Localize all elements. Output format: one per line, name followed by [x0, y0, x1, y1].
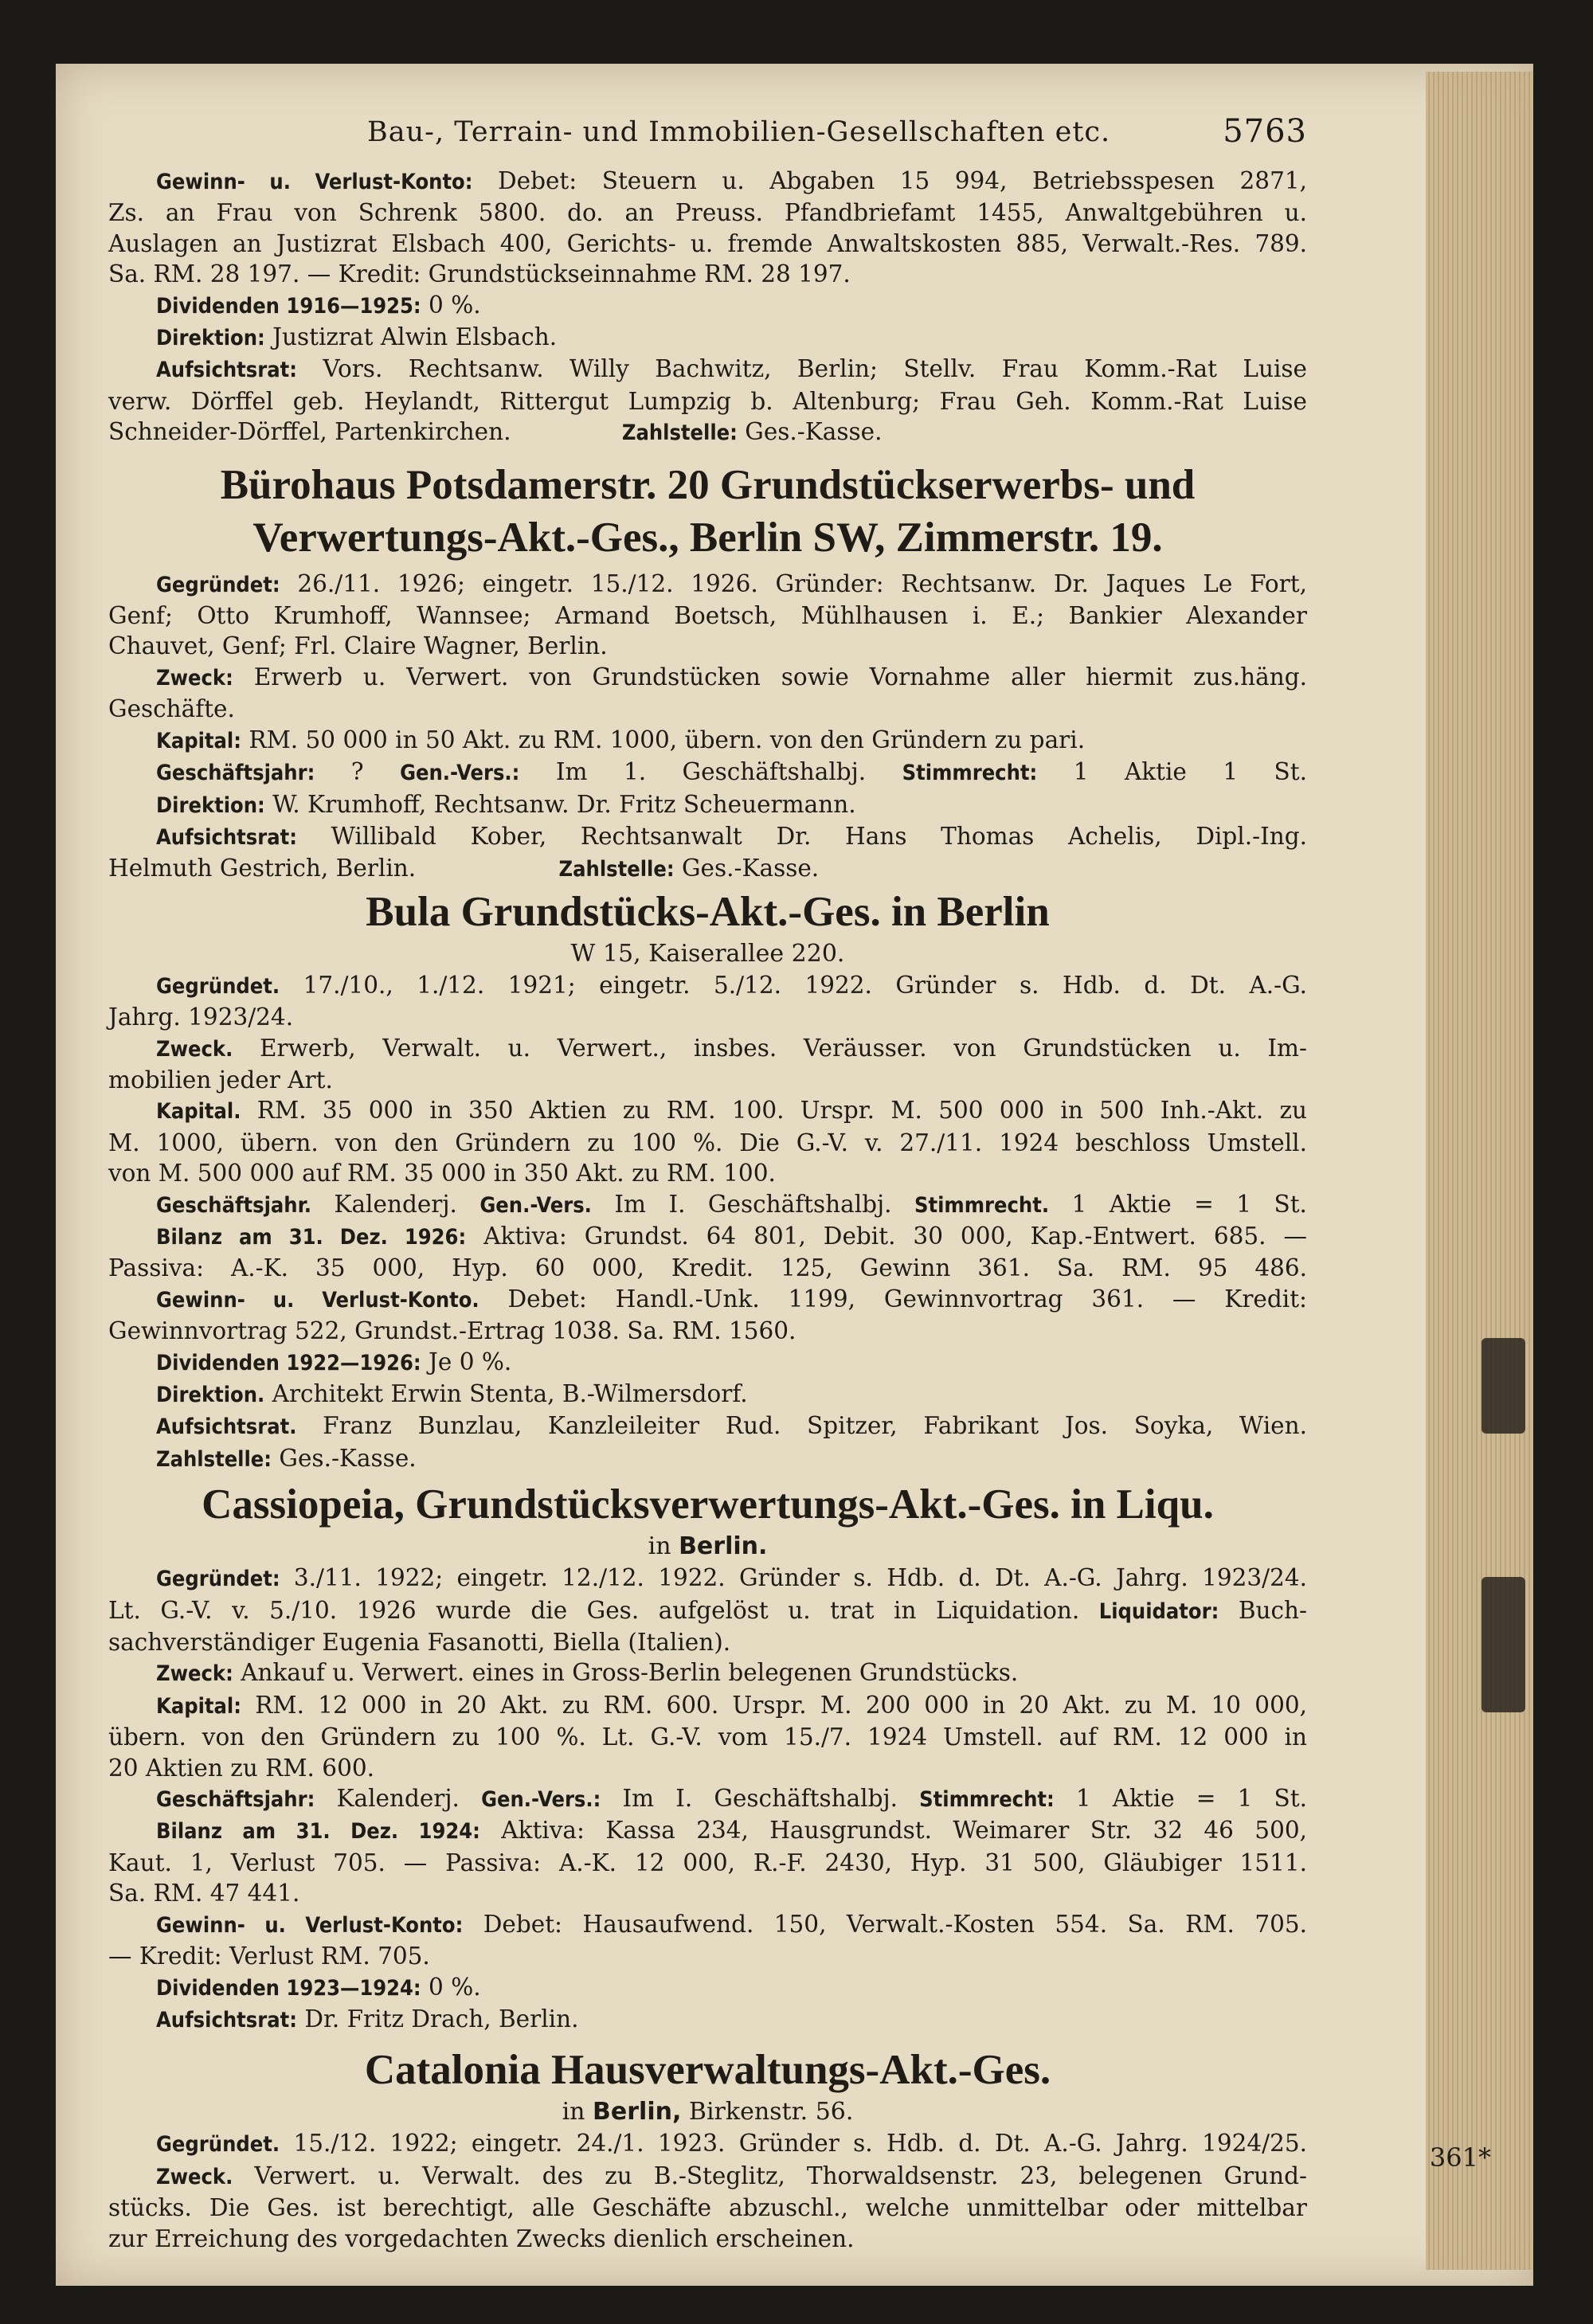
text-line: Aktiva: Grundst. 64 801, Debit. 30 000, Kap.-Entwert. 685. — [483, 1222, 1307, 1250]
text-line: mobilien jeder Art. [108, 1066, 333, 1094]
text-line: Je 0 %. [429, 1348, 512, 1375]
text-column [108, 110, 1307, 2254]
text-line: Debet: Hausaufwend. 150, Verwalt.-Kosten 554. Sa. RM. 705. [483, 1910, 1308, 1938]
text-line: 26./11. 1926; eingetr. 15./12. 1926. Gründer: Rechtsanw. Dr. Jaques Le Fort, [297, 569, 1307, 597]
text-line: 17./10., 1./12. 1921; eingetr. 5./12. 1922. Gründer s. Hdb. d. Dt. A.-G. [303, 971, 1307, 999]
text-line: ? [350, 758, 364, 786]
field-label: Kapital: [156, 1693, 241, 1719]
running-head-title: Bau-, Terrain- und Immobilien-Gesellschaften etc. [367, 116, 1111, 148]
company-entry-bula [108, 886, 1307, 1476]
text-line: sachverständiger Eugenia Fasanotti, Biella (Italien). [108, 1629, 731, 1657]
field-label: Gen.-Vers.: [400, 761, 520, 786]
field-label: Gen.-Vers.: [481, 1787, 601, 1813]
book-page-edges [1426, 72, 1533, 2270]
text-line: übern. von den Gründern zu 100 %. Lt. G.-V. vom 15./7. 1924 Umstell. auf RM. 12 000 in [108, 1723, 1307, 1751]
field-label: Gen.-Vers. [479, 1192, 592, 1218]
text-line: Aktiva: Kassa 234, Hausgrundst. Weimarer Str. 32 46 500, [501, 1817, 1307, 1845]
text-line: Zs. an Frau von Schrenk 5800. do. an Preuss. Pfandbriefamt 1455, Anwaltgebühren u. [108, 199, 1307, 227]
field-label: Aufsichtsrat. [156, 1414, 297, 1440]
company-title: Bürohaus Potsdamerstr. 20 Grundstückserwerbs- und [220, 461, 1196, 508]
text-line: Verwert. u. Verwalt. des zu B.-Steglitz, Thorwaldsenstr. 23, belegenen Grund- [254, 2162, 1307, 2189]
text-line: Im I. Geschäftshalbj. [614, 1190, 892, 1218]
field-label: Zweck. [156, 1036, 233, 1062]
text-line: Ges.-Kasse. [745, 418, 883, 446]
text-line: Helmuth Gestrich, Berlin. [108, 855, 417, 882]
text-line: Schneider-Dörffel, Partenkirchen. [108, 418, 511, 446]
field-label: Stimmrecht: [919, 1787, 1055, 1813]
field-label: Aufsichtsrat: [156, 824, 297, 850]
text-line: Auslagen an Justizrat Elsbach 400, Gerichts- u. fremde Anwaltskosten 885, Verwalt.-Res. 789. [108, 229, 1307, 257]
field-label: Gegründet: [156, 1567, 280, 1592]
field-label: Zweck. [156, 2164, 233, 2189]
text-line: Erwerb u. Verwert. von Grundstücken sowie Vornahme aller hiermit zus.häng. [253, 663, 1307, 691]
company-title: Verwertungs-Akt.-Ges., Berlin SW, Zimmerstr. 19. [252, 514, 1163, 561]
text-line: RM. 35 000 in 350 Aktien zu RM. 100. Urspr. M. 500 000 in 500 Inh.-Akt. zu [256, 1097, 1307, 1125]
running-head [108, 110, 1307, 166]
field-label: Stimmrecht. [914, 1192, 1050, 1218]
sheet-signature-mark: 361* [1429, 2142, 1491, 2173]
field-label: Zweck: [156, 665, 233, 691]
page-number: 5763 [1223, 113, 1307, 150]
field-label: Dividenden 1916—1925: [156, 293, 421, 319]
field-label: Geschäftsjahr: [156, 1787, 315, 1813]
text-line: in [562, 2098, 585, 2126]
field-label: Stimmrecht: [902, 761, 1038, 786]
company-entry-catalonia [108, 2044, 1307, 2254]
text-line: 20 Aktien zu RM. 600. [108, 1754, 374, 1782]
text-line: 1 Aktie 1 St. [1073, 758, 1308, 786]
text-line: Buch- [1238, 1596, 1307, 1624]
text-line: Willibald Kober, Rechtsanwalt Dr. Hans Thomas Achelis, Dipl.-Ing. [331, 822, 1307, 850]
field-label: Gewinn- u. Verlust-Konto. [156, 1287, 479, 1313]
text-line: in [648, 1532, 671, 1561]
text-line: Ges.-Kasse. [279, 1444, 417, 1472]
text-line: zur Erreichung des vorgedachten Zwecks dienlich erscheinen. [108, 2224, 855, 2252]
text-line: Im 1. Geschäftshalbj. [555, 758, 867, 786]
field-label: Zahlstelle: [558, 857, 675, 882]
company-entry-buerohaus [108, 459, 1307, 886]
text-line: Gewinnvortrag 522, Grundst.-Ertrag 1038. Sa. RM. 1560. [108, 1317, 796, 1345]
text-line: Erwerb, Verwalt. u. Verwert., insbes. Veräusser. von Grundstücken u. Im- [259, 1034, 1307, 1062]
text-line: stücks. Die Ges. ist berechtigt, alle Geschäfte abzuschl., welche unmittelbar oder mittelbar [108, 2194, 1307, 2222]
text-line: W. Krumhoff, Rechtsanw. Dr. Fritz Scheuermann. [272, 790, 856, 818]
field-label: Kapital: [156, 728, 241, 753]
company-address: W 15, Kaiserallee 220. [570, 939, 845, 968]
field-label: Gegründet. [156, 2132, 280, 2158]
field-label: Direktion. [156, 1383, 265, 1407]
text-line: Dr. Fritz Drach, Berlin. [304, 2005, 579, 2033]
text-line: Sa. RM. 47 441. [108, 1880, 300, 1907]
text-line: verw. Dörffel geb. Heylandt, Rittergut Lumpzig b. Altenburg; Frau Geh. Komm.-Rat Luise [108, 387, 1307, 415]
field-label: Gegründet: [156, 572, 280, 597]
text-line: Vors. Rechtsanw. Willy Bachwitz, Berlin; Stellv. Frau Komm.-Rat Luise [323, 355, 1307, 383]
city-name: Berlin, [593, 2098, 682, 2126]
text-line: Im I. Geschäftshalbj. [622, 1785, 898, 1813]
text-line: Kalenderj. [334, 1190, 457, 1218]
company-title: Catalonia Hausverwaltungs-Akt.-Ges. [364, 2047, 1051, 2094]
city-name: Berlin. [679, 1532, 768, 1561]
text-line: Ges.-Kasse. [681, 855, 820, 882]
thumb-index-mark [1481, 1338, 1525, 1434]
field-label: Gewinn- u. Verlust-Konto: [156, 170, 473, 194]
text-line: 15./12. 1922; eingetr. 24./1. 1923. Gründer s. Hdb. d. Dt. A.-G. Jahrg. 1924/25. [293, 2130, 1307, 2158]
text-line: Lt. G.-V. v. 5./10. 1926 wurde die Ges. aufgelöst u. trat in Liquidation. [108, 1596, 1080, 1624]
text-line: Justizrat Alwin Elsbach. [272, 323, 558, 351]
text-line: 1 Aktie = 1 St. [1075, 1785, 1307, 1813]
text-line: Debet: Steuern u. Abgaben 15 994, Betriebsspesen 2871, [497, 167, 1307, 194]
text-line: Sa. RM. 28 197. — Kredit: Grundstückseinnahme RM. 28 197. [108, 260, 851, 288]
text-line: von M. 500 000 auf RM. 35 000 in 350 Akt. zu RM. 100. [108, 1160, 776, 1187]
text-line: Architekt Erwin Stenta, B.-Wilmersdorf. [272, 1380, 748, 1407]
text-line: 0 %. [429, 291, 481, 319]
field-label: Liquidator: [1098, 1598, 1219, 1624]
text-line: RM. 12 000 in 20 Akt. zu RM. 600. Urspr. M. 200 000 in 20 Akt. zu M. 10 000, [255, 1691, 1307, 1719]
text-line: 3./11. 1922; eingetr. 12./12. 1922. Gründer s. Hdb. d. Dt. A.-G. Jahrg. 1923/24. [293, 1564, 1307, 1592]
company-location [108, 1531, 1307, 1563]
text-line: Jahrg. 1923/24. [108, 1004, 294, 1031]
field-label: Gewinn- u. Verlust-Konto: [156, 1912, 464, 1938]
text-line: 1 Aktie = 1 St. [1071, 1190, 1307, 1218]
company-title: Bula Grundstücks-Akt.-Ges. in Berlin [366, 888, 1050, 935]
text-line: Birkenstr. 56. [688, 2098, 854, 2126]
text-line: Franz Bunzlau, Kanzleileiter Rud. Spitzer, Fabrikant Jos. Soyka, Wien. [323, 1412, 1307, 1440]
field-label: Direktion: [156, 326, 265, 351]
text-line: 0 %. [429, 1973, 481, 2001]
field-label: Kapital. [156, 1099, 241, 1125]
company-title: Cassiopeia, Grundstücksverwertungs-Akt.-Ges. in Liqu. [202, 1481, 1214, 1528]
text-line: Genf; Otto Krumhoff, Wannsee; Armand Boetsch, Mühlhausen i. E.; Bankier Alexander [108, 602, 1307, 630]
text-line: Debet: Handl.-Unk. 1199, Gewinnvortrag 361. — Kredit: [507, 1285, 1307, 1313]
text-line: Chauvet, Genf; Frl. Claire Wagner, Berlin. [108, 632, 608, 660]
entry-continued [108, 166, 1307, 449]
field-label: Dividenden 1922—1926: [156, 1350, 421, 1375]
thumb-index-mark [1481, 1577, 1525, 1712]
field-label: Gegründet. [156, 973, 280, 999]
field-label: Zweck: [156, 1661, 233, 1687]
field-label: Zahlstelle: [621, 421, 738, 446]
text-line: Passiva: A.-K. 35 000, Hyp. 60 000, Kredit. 125, Gewinn 361. Sa. RM. 95 486. [108, 1254, 1307, 1282]
company-entry-cassiopeia [108, 1478, 1307, 2036]
text-line: Geschäfte. [108, 695, 235, 723]
text-line: Kalenderj. [336, 1785, 460, 1813]
text-line: Ankauf u. Verwert. eines in Gross-Berlin belegenen Grundstücks. [241, 1659, 1019, 1687]
field-label: Bilanz am 31. Dez. 1924: [156, 1819, 480, 1845]
company-location [108, 2096, 1307, 2128]
text-line: RM. 50 000 in 50 Akt. zu RM. 1000, übern. von den Gründern zu pari. [249, 726, 1086, 753]
field-label: Geschäftsjahr: [156, 761, 315, 786]
field-label: Direktion: [156, 792, 265, 818]
text-line: M. 1000, übern. von den Gründern zu 100 %. Die G.-V. v. 27./11. 1924 beschloss Umstell. [108, 1129, 1307, 1156]
text-line: — Kredit: Verlust RM. 705. [108, 1943, 430, 1970]
field-label: Bilanz am 31. Dez. 1926: [156, 1224, 467, 1250]
field-label: Zahlstelle: [156, 1446, 272, 1472]
field-label: Dividenden 1923—1924: [156, 1975, 421, 2001]
field-label: Aufsichtsrat: [156, 2007, 297, 2033]
field-label: Geschäftsjahr. [156, 1192, 311, 1218]
text-line: Kaut. 1, Verlust 705. — Passiva: A.-K. 12 000, R.-F. 2430, Hyp. 31 500, Gläubiger 1511. [108, 1849, 1307, 1876]
field-label: Aufsichtsrat: [156, 358, 297, 383]
